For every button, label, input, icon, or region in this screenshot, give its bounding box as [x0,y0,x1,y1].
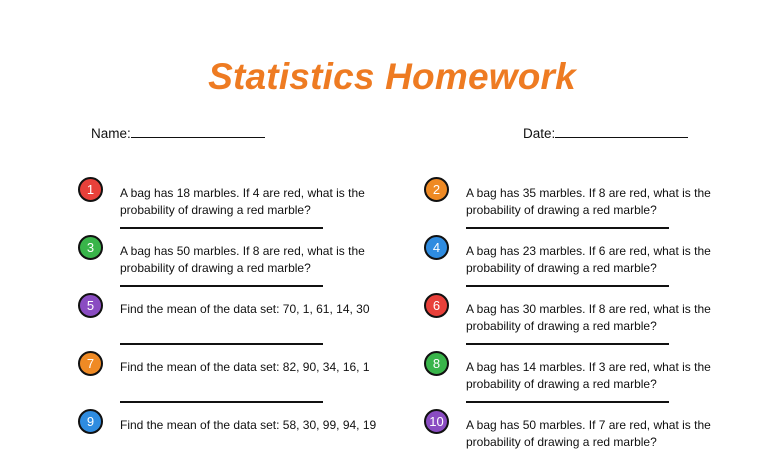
question-number-badge: 7 [78,351,103,376]
question-text: A bag has 35 marbles. If 8 are red, what is the probability of drawing a red marble? [466,186,711,217]
question-number-badge: 5 [78,293,103,318]
question-number-badge: 4 [424,235,449,260]
name-blank [131,125,265,138]
question-text: Find the mean of the data set: 58, 30, 99, 94, 19 [120,418,377,432]
question-number-badge: 3 [78,235,103,260]
question-text: A bag has 23 marbles. If 6 are red, what is the probability of drawing a red marble? [466,244,711,275]
question-number-badge: 10 [424,409,449,434]
question-text: A bag has 30 marbles. If 8 are red, what is the probability of drawing a red marble? [466,302,711,333]
answer-line [120,227,323,229]
answer-line [466,285,669,287]
answer-line [120,343,323,345]
question-number-badge: 9 [78,409,103,434]
date-field [523,125,688,141]
name-field [91,125,265,141]
question-number-badge: 8 [424,351,449,376]
question-number-badge: 6 [424,293,449,318]
question-text: Find the mean of the data set: 82, 90, 34, 16, 1 [120,360,370,374]
question-text: A bag has 50 marbles. If 8 are red, what is the probability of drawing a red marble? [120,244,365,275]
question-text: Find the mean of the data set: 70, 1, 61, 14, 30 [120,302,370,316]
answer-line [466,343,669,345]
answer-line [120,401,323,403]
worksheet-title: Statistics Homework [208,56,576,97]
question-number-badge: 2 [424,177,449,202]
question-text: A bag has 18 marbles. If 4 are red, what is the probability of drawing a red marble? [120,186,365,217]
name-label: Name: [91,126,131,141]
question-text: A bag has 14 marbles. If 3 are red, what is the probability of drawing a red marble? [466,360,711,391]
date-blank [555,125,688,138]
question-text: A bag has 50 marbles. If 7 are red, what is the probability of drawing a red marble? [466,418,711,449]
question-number-badge: 1 [78,177,103,202]
answer-line [466,401,669,403]
date-label: Date: [523,126,556,141]
answer-line [120,285,323,287]
answer-line [466,227,669,229]
